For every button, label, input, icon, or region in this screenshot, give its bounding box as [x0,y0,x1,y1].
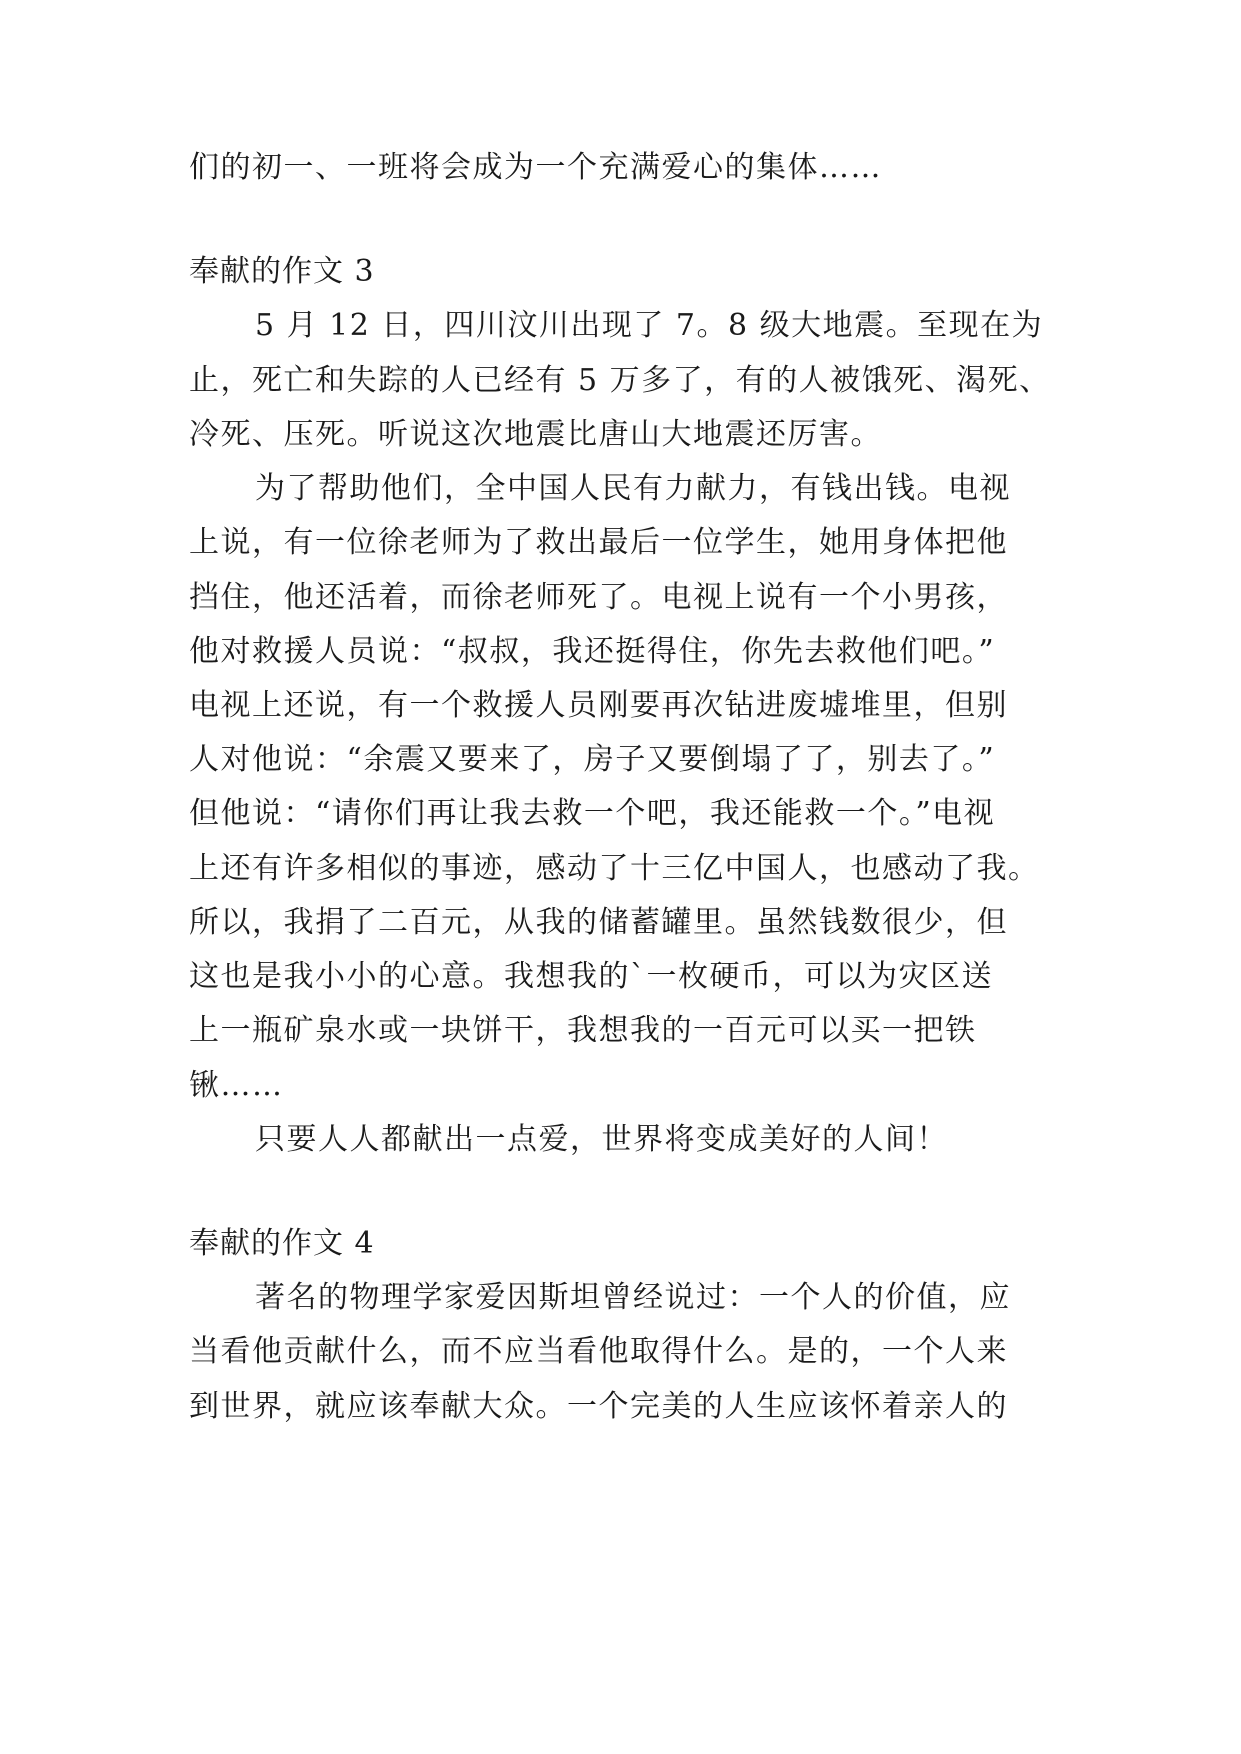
paragraph-line: 5 月 12 日，四川汶川出现了 7。8 级大地震。至现在为 [255,308,1044,343]
paragraph-line: 著名的物理学家爱因斯坦曾经说过：一个人的价值，应 [255,1280,1011,1315]
paragraph-line: 上一瓶矿泉水或一块饼干，我想我的一百元可以买一把铁 [189,1013,977,1048]
paragraph-line: 挡住，他还活着，而徐老师死了。电视上说有一个小男孩， [189,580,1008,615]
paragraph-line: 只要人人都献出一点爱，世界将变成美好的人间！ [255,1122,948,1157]
paragraph-line: 电视上还说，有一个救援人员刚要再次钻进废墟堆里，但别 [189,688,1008,723]
paragraph-line: 们的初一、一班将会成为一个充满爱心的集体…… [189,150,882,185]
paragraph-line: 人对他说：“余震又要来了，房子又要倒塌了了，别去了。” [189,742,996,777]
paragraph-line: 这也是我小小的心意。我想我的`一枚硬币，可以为灾区送 [189,959,993,994]
paragraph-line: 到世界，就应该奉献大众。一个完美的人生应该怀着亲人的 [189,1389,1008,1424]
section-heading: 奉献的作文 4 [189,1226,375,1261]
paragraph-line: 锹…… [189,1068,284,1103]
paragraph-line: 止，死亡和失踪的人已经有 5 万多了，有的人被饿死、渴死、 [189,363,1051,398]
paragraph-line: 上说，有一位徐老师为了救出最后一位学生，她用身体把他 [189,525,1008,560]
paragraph-line: 上还有许多相似的事迹，感动了十三亿中国人，也感动了我。 [189,851,1040,886]
paragraph-line: 为了帮助他们，全中国人民有力献力，有钱出钱。电视 [255,471,1011,506]
paragraph-line: 冷死、压死。听说这次地震比唐山大地震还厉害。 [189,417,882,452]
paragraph-line: 所以，我捐了二百元，从我的储蓄罐里。虽然钱数很少，但 [189,905,1008,940]
section-heading: 奉献的作文 3 [189,254,375,289]
paragraph-line: 他对救援人员说：“叔叔，我还挺得住，你先去救他们吧。” [189,634,996,669]
paragraph-line: 但他说：“请你们再让我去救一个吧，我还能救一个。”电视 [189,796,996,831]
paragraph-line: 当看他贡献什么，而不应当看他取得什么。是的，一个人来 [189,1334,1008,1369]
